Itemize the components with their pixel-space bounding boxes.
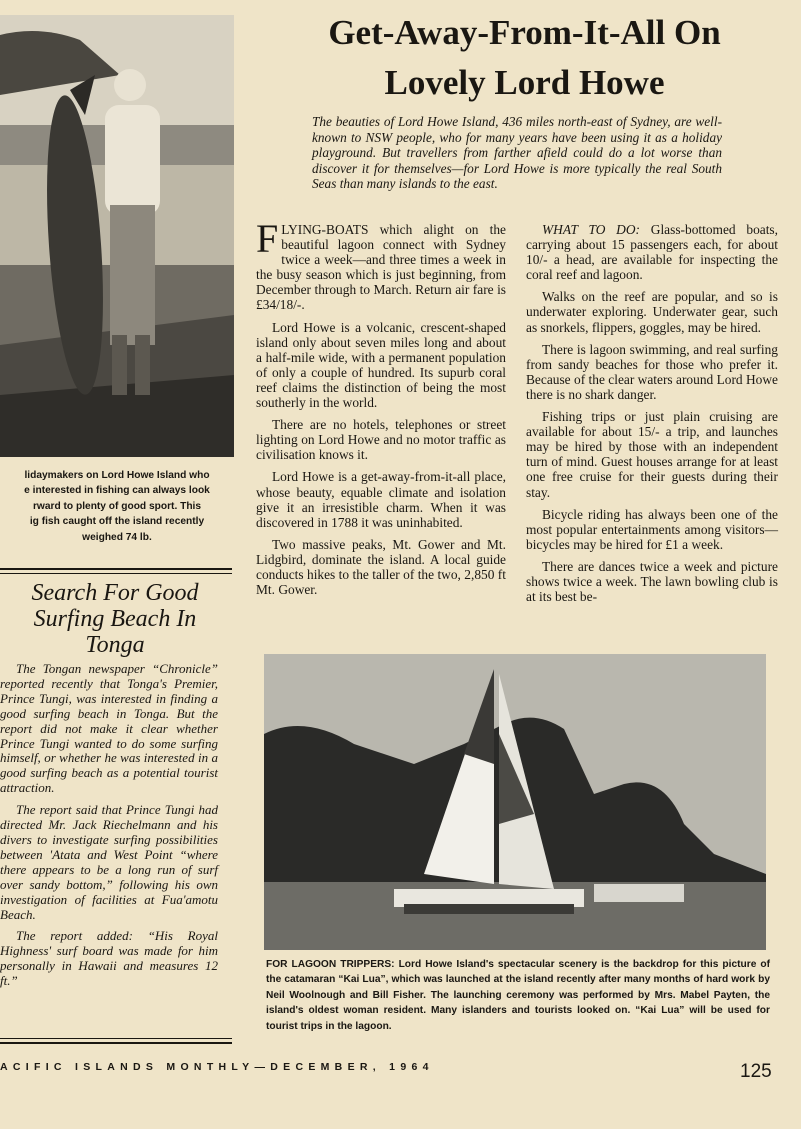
col2-paragraph: Glass-bottomed boats, carrying about 15 passengers each, for about 10/- a head, are available for inspecting the coral reef and lagoon. <box>526 222 778 283</box>
drop-cap: F <box>256 216 279 261</box>
col2-paragraph: There are dances twice a week and picture shows twice a week. The lawn bowling club is at its best be- <box>526 558 778 605</box>
article-intro: The beauties of Lord Howe Island, 436 miles north-east of Sydney, are well-known to NSW people, who for many years have been using it as a holiday playground. But travellers from farther afield could do a lot worse than discover it for themselves—for Lord Howe is more typically the real South Seas than many islands to the east. <box>312 114 722 192</box>
catamaran-photo-caption: FOR LAGOON TRIPPERS: Lord Howe Island's spectacular scenery is the backdrop for this picture of the catamaran “Kai Lua”, which was launched at the island recently after many months of hard work by Neil Woolnough and Bill Fisher. The launching ceremony was performed by Mrs. Mabel Payten, the island's oldest woman resident. Many islanders and tourists looked on. “Kai Lua” will be used for tourist trips in the lagoon. <box>266 959 770 1032</box>
col2-paragraph: There is lagoon swimming, and real surfing from sandy beaches for those who prefer it. Because of the clear waters around Lord Howe there is no shark danger. <box>526 341 778 402</box>
col2-paragraph: Walks on the reef are popular, and so is underwater exploring. Underwater gear, such as snorkels, flippers, goggles, may be hired. <box>526 289 778 335</box>
article-column-2 <box>526 222 778 611</box>
divider-rule <box>0 1042 232 1044</box>
side-paragraph: The report said that Prince Tungi had directed Mr. Jack Riechelmann and his divers to investigate surfing possibilities between 'Atata and West Point “where there appears to be a long run of surf over sandy bottom,” following his own investigation of facilities at Fua'amotu Beach. <box>0 802 218 922</box>
side-paragraph: The Tongan newspaper “Chronicle” reported recently that Tonga's Premier, Prince Tungi, was interested in finding a good surfing beach in Tonga. But the report did not make it clear whether Prince Tungi wanted to do some surfing himself, or whether he was interested in a good surfing beach as a potential tourist attraction. <box>0 661 218 796</box>
fishing-photo <box>0 15 234 457</box>
col1-paragraph: LYING-BOATS which alight on the beautiful lagoon connect with Sydney twice a week—and three times a week in the busy season which is just beginning, from December through to March. Return air fare is £34/18/-. <box>256 222 506 313</box>
title-line-1: Get-Away-From-It-All On <box>328 13 721 52</box>
col1-paragraph: Lord Howe is a get-away-from-it-all place, whose beauty, equable climate and isolation give it an irresistible charm. When it was discovered in 1788 it was uninhabited. <box>256 469 506 530</box>
col1-paragraph: Lord Howe is a volcanic, crescent-shaped island only about seven miles long and about a half-mile wide, with a permanent population of only a couple of hundred. Its supurb coral reef claims the distinction of being the most southerly in the world. <box>256 319 506 411</box>
title-line-2: Lovely Lord Howe <box>384 63 665 102</box>
divider-rule <box>0 568 232 570</box>
side-headline: Search For Good Surfing Beach In Tonga <box>31 580 199 658</box>
col2-paragraph: Fishing trips or just plain cruising are available for about 15/- a trip, and launches may be hired by those with an independent turn of mind. Guest houses arrange for at least one free cruise for their guests during their stay. <box>526 409 778 500</box>
section-lead: WHAT TO DO: <box>542 222 640 237</box>
article-title <box>248 8 801 108</box>
fishing-photo-caption: lidaymakers on Lord Howe Island who e interested in fishing can always look rward to plenty of good sport. This ig fish caught off the island recently weighed 74 lb. <box>24 470 210 543</box>
side-article <box>0 662 218 996</box>
col1-paragraph: Two massive peaks, Mt. Gower and Mt. Lidgbird, dominate the island. A local guide conducts hikes to the taller of the two, 2,850 ft Mt. Gower. <box>256 536 506 598</box>
col2-paragraph: Bicycle riding has always been one of the most popular entertainments among visitors—bicycles may be hired for £1 a week. <box>526 506 778 552</box>
footer-magazine: ACIFIC ISLANDS MONTHLY—DECEMBER, 1964 <box>0 1061 434 1073</box>
article-column-1 <box>256 216 506 604</box>
catamaran-photo <box>264 654 766 950</box>
divider-rule <box>0 573 232 574</box>
col1-paragraph: There are no hotels, telephones or street lighting on Lord Howe and no motor traffic as civilisation knows it. <box>256 417 506 463</box>
page-number: 125 <box>740 1061 772 1082</box>
side-paragraph: The report added: “His Royal Highness' surf board was made for him personally in Hawaii and measures 12 ft.” <box>0 928 218 989</box>
divider-rule <box>0 1038 232 1039</box>
